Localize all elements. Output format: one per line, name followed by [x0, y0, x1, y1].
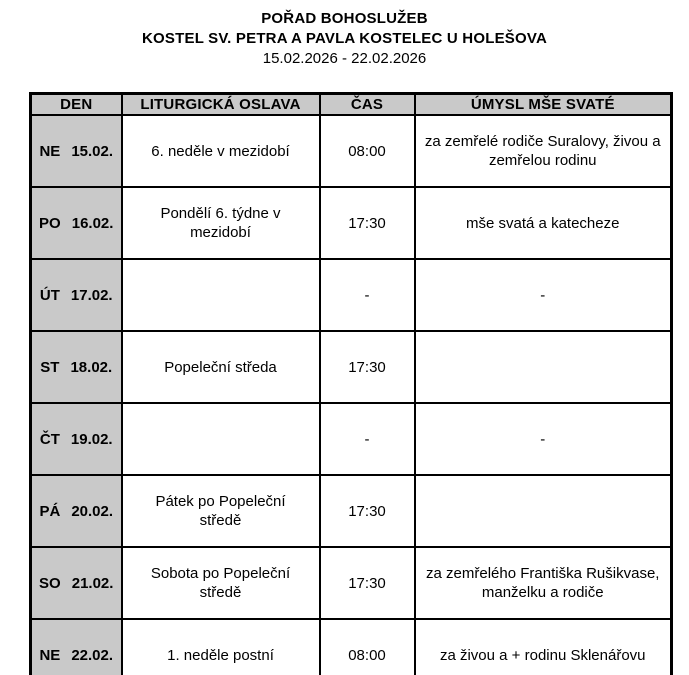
celebration-cell: Pondělí 6. týdne v mezidobí	[122, 187, 320, 259]
table-row	[31, 331, 672, 403]
page-subtitle: KOSTEL SV. PETRA A PAVLA KOSTELEC U HOLEŠOVA	[142, 30, 547, 47]
time-cell: 17:30	[320, 331, 415, 403]
document-header	[0, 0, 689, 69]
time-cell: -	[320, 259, 415, 331]
intention-cell: -	[415, 259, 672, 331]
day-abbrev: PO	[39, 214, 61, 232]
day-abbrev: NE	[39, 142, 61, 160]
schedule-table	[29, 92, 673, 675]
day-cell	[31, 259, 122, 331]
day-cell	[31, 475, 122, 547]
celebration-cell: 1. neděle postní	[122, 619, 320, 675]
intention-cell	[415, 475, 672, 547]
day-abbrev: PÁ	[39, 502, 61, 520]
day-date: 19.02.	[70, 430, 113, 448]
table-row	[31, 115, 672, 187]
day-cell	[31, 331, 122, 403]
celebration-cell: 6. neděle v mezidobí	[122, 115, 320, 187]
day-abbrev: ÚT	[39, 286, 60, 304]
day-cell	[31, 547, 122, 619]
day-cell	[31, 403, 122, 475]
intention-cell: mše svatá a katecheze	[415, 187, 672, 259]
table-row	[31, 403, 672, 475]
time-cell: 08:00	[320, 619, 415, 675]
day-date: 18.02.	[70, 358, 113, 376]
celebration-cell: Popeleční středa	[122, 331, 320, 403]
time-cell: -	[320, 403, 415, 475]
intention-cell	[415, 331, 672, 403]
table-row	[31, 547, 672, 619]
table-row	[31, 475, 672, 547]
col-header-intention: ÚMYSL MŠE SVATÉ	[415, 94, 672, 116]
celebration-cell	[122, 259, 320, 331]
day-abbrev: SO	[39, 574, 61, 592]
celebration-cell: Sobota po Popeleční středě	[122, 547, 320, 619]
table-row	[31, 187, 672, 259]
table-row	[31, 259, 672, 331]
day-abbrev: ST	[40, 358, 60, 376]
intention-cell: za zemřelého Františka Rušikvase, manželku a rodiče	[415, 547, 672, 619]
day-date: 20.02.	[71, 502, 114, 520]
table-row	[31, 619, 672, 675]
day-cell	[31, 115, 122, 187]
table-header-row	[31, 94, 672, 116]
day-date: 16.02.	[71, 214, 114, 232]
day-abbrev: ČT	[39, 430, 60, 448]
time-cell: 17:30	[320, 547, 415, 619]
day-date: 15.02.	[71, 142, 114, 160]
date-range: 15.02.2026 - 22.02.2026	[262, 50, 427, 67]
col-header-time: ČAS	[320, 94, 415, 116]
intention-cell: za živou a + rodinu Sklenářovu	[415, 619, 672, 675]
day-cell	[31, 619, 122, 675]
day-date: 21.02.	[71, 574, 114, 592]
intention-cell: za zemřelé rodiče Suralovy, živou a zemřelou rodinu	[415, 115, 672, 187]
day-cell	[31, 187, 122, 259]
page-title: POŘAD BOHOSLUŽEB	[261, 10, 428, 27]
day-date: 22.02.	[71, 646, 114, 664]
time-cell: 17:30	[320, 187, 415, 259]
celebration-cell	[122, 403, 320, 475]
time-cell: 17:30	[320, 475, 415, 547]
intention-cell: -	[415, 403, 672, 475]
time-cell: 08:00	[320, 115, 415, 187]
day-date: 17.02.	[70, 286, 113, 304]
celebration-cell: Pátek po Popeleční středě	[122, 475, 320, 547]
col-header-den: DEN	[31, 94, 122, 116]
day-abbrev: NE	[39, 646, 61, 664]
col-header-celebration: LITURGICKÁ OSLAVA	[122, 94, 320, 116]
